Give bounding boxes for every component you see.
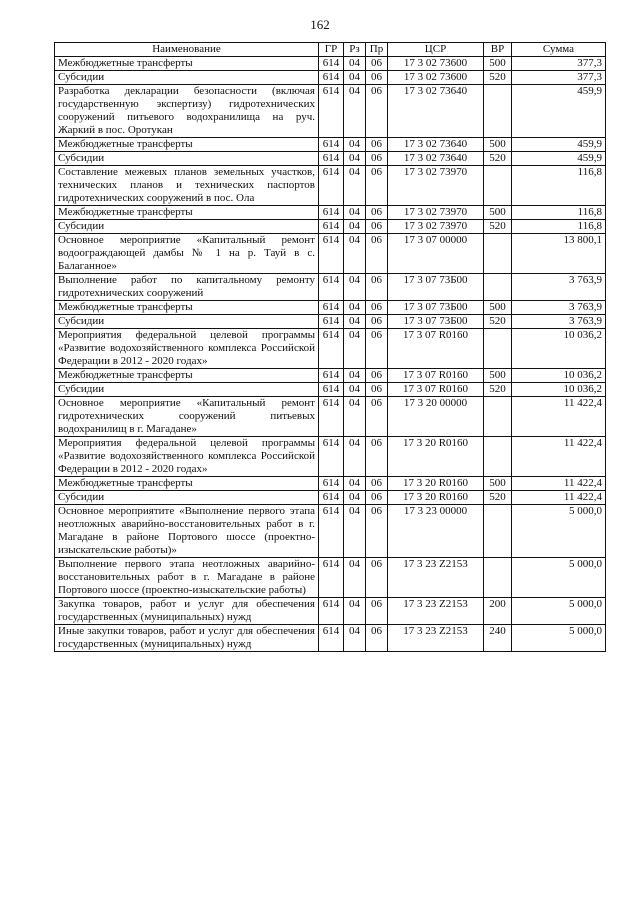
cell-vr (484, 329, 512, 369)
cell-name: Субсидии (55, 315, 319, 329)
cell-gr: 614 (319, 477, 344, 491)
cell-rz: 04 (344, 220, 366, 234)
table-row (55, 505, 606, 558)
cell-name: Межбюджетные трансферты (55, 477, 319, 491)
cell-csr: 17 3 20 R0160 (388, 437, 484, 477)
cell-csr: 17 3 02 73640 (388, 138, 484, 152)
cell-pr: 06 (366, 598, 388, 625)
header-gr: ГР (319, 43, 344, 57)
cell-vr: 500 (484, 206, 512, 220)
cell-vr: 520 (484, 315, 512, 329)
cell-sum: 11 422,4 (512, 491, 606, 505)
table-row (55, 329, 606, 369)
cell-vr: 200 (484, 598, 512, 625)
cell-name: Мероприятия федеральной целевой программы «Развитие водохозяйственного комплекса Российской Федерации в 2012 - 2020 годах» (55, 437, 319, 477)
cell-sum: 11 422,4 (512, 477, 606, 491)
cell-rz: 04 (344, 598, 366, 625)
cell-pr: 06 (366, 234, 388, 274)
cell-name: Выполнение первого этапа неотложных аварийно-восстановительных работ в г. Магадане в районе Портового шоссе (проектно-изыскательские работы) (55, 558, 319, 598)
cell-gr: 614 (319, 166, 344, 206)
cell-sum: 5 000,0 (512, 598, 606, 625)
cell-vr (484, 397, 512, 437)
cell-vr (484, 234, 512, 274)
cell-gr: 614 (319, 274, 344, 301)
cell-sum: 3 763,9 (512, 274, 606, 301)
cell-gr: 614 (319, 301, 344, 315)
cell-name: Основное мероприятие «Капитальный ремонт водоограждающей дамбы № 1 на р. Тауй в с. Балаганное» (55, 234, 319, 274)
header-name: Наименование (55, 43, 319, 57)
cell-sum: 116,8 (512, 206, 606, 220)
table-row (55, 166, 606, 206)
cell-name: Субсидии (55, 383, 319, 397)
cell-name: Субсидии (55, 491, 319, 505)
cell-name: Межбюджетные трансферты (55, 206, 319, 220)
cell-rz: 04 (344, 85, 366, 138)
cell-sum: 459,9 (512, 138, 606, 152)
cell-pr: 06 (366, 152, 388, 166)
table-header-row (55, 43, 606, 57)
table-row (55, 138, 606, 152)
cell-name: Межбюджетные трансферты (55, 301, 319, 315)
cell-rz: 04 (344, 152, 366, 166)
cell-rz: 04 (344, 491, 366, 505)
cell-rz: 04 (344, 558, 366, 598)
table-row (55, 383, 606, 397)
cell-name: Закупка товаров, работ и услуг для обеспечения государственных (муниципальных) нужд (55, 598, 319, 625)
cell-gr: 614 (319, 152, 344, 166)
cell-gr: 614 (319, 329, 344, 369)
cell-rz: 04 (344, 625, 366, 652)
cell-rz: 04 (344, 234, 366, 274)
table-row (55, 71, 606, 85)
cell-pr: 06 (366, 166, 388, 206)
cell-pr: 06 (366, 57, 388, 71)
cell-sum: 10 036,2 (512, 369, 606, 383)
table-row (55, 57, 606, 71)
cell-pr: 06 (366, 558, 388, 598)
cell-sum: 5 000,0 (512, 558, 606, 598)
cell-gr: 614 (319, 57, 344, 71)
cell-vr (484, 85, 512, 138)
cell-vr: 500 (484, 138, 512, 152)
header-sum: Сумма (512, 43, 606, 57)
cell-vr: 500 (484, 477, 512, 491)
cell-gr: 614 (319, 315, 344, 329)
cell-rz: 04 (344, 437, 366, 477)
cell-csr: 17 3 02 73600 (388, 71, 484, 85)
table-row (55, 477, 606, 491)
table-row (55, 152, 606, 166)
table-row (55, 220, 606, 234)
cell-gr: 614 (319, 369, 344, 383)
cell-name: Разработка декларации безопасности (включая государственную экспертизу) гидротехнических сооружений питьевого водохранилища на руч. Жаркий в пос. Оротукан (55, 85, 319, 138)
table-row (55, 234, 606, 274)
cell-sum: 459,9 (512, 85, 606, 138)
cell-sum: 10 036,2 (512, 383, 606, 397)
cell-vr: 240 (484, 625, 512, 652)
cell-pr: 06 (366, 437, 388, 477)
cell-gr: 614 (319, 598, 344, 625)
table-row (55, 85, 606, 138)
cell-csr: 17 3 07 R0160 (388, 369, 484, 383)
cell-name: Межбюджетные трансферты (55, 138, 319, 152)
cell-csr: 17 3 20 R0160 (388, 477, 484, 491)
cell-rz: 04 (344, 477, 366, 491)
cell-pr: 06 (366, 369, 388, 383)
cell-vr: 520 (484, 220, 512, 234)
cell-pr: 06 (366, 383, 388, 397)
cell-rz: 04 (344, 71, 366, 85)
cell-name: Основное мероприятите «Выполнение первого этапа неотложных аварийно-восстановительных работ в г. Магадане в районе Портового шоссе (проектно-изыскательские работы)» (55, 505, 319, 558)
cell-csr: 17 3 23 Z2153 (388, 598, 484, 625)
cell-pr: 06 (366, 274, 388, 301)
table-row (55, 301, 606, 315)
cell-sum: 11 422,4 (512, 397, 606, 437)
cell-name: Основное мероприятие «Капитальный ремонт гидротехнических сооружений питьевых водохранилищ в г. Магадане» (55, 397, 319, 437)
cell-name: Межбюджетные трансферты (55, 369, 319, 383)
table-row (55, 369, 606, 383)
cell-pr: 06 (366, 138, 388, 152)
cell-csr: 17 3 07 00000 (388, 234, 484, 274)
cell-pr: 06 (366, 505, 388, 558)
cell-csr: 17 3 02 73970 (388, 206, 484, 220)
cell-gr: 614 (319, 85, 344, 138)
cell-name: Субсидии (55, 71, 319, 85)
cell-name: Субсидии (55, 220, 319, 234)
table-row (55, 558, 606, 598)
cell-sum: 10 036,2 (512, 329, 606, 369)
cell-name: Выполнение работ по капитальному ремонту гидротехнических сооружений (55, 274, 319, 301)
cell-csr: 17 3 07 73Б00 (388, 274, 484, 301)
cell-pr: 06 (366, 315, 388, 329)
table-row (55, 274, 606, 301)
cell-sum: 116,8 (512, 220, 606, 234)
cell-csr: 17 3 07 73Б00 (388, 301, 484, 315)
cell-vr: 520 (484, 491, 512, 505)
table-row (55, 491, 606, 505)
cell-vr: 500 (484, 57, 512, 71)
cell-sum: 116,8 (512, 166, 606, 206)
cell-rz: 04 (344, 57, 366, 71)
cell-sum: 5 000,0 (512, 505, 606, 558)
cell-gr: 614 (319, 558, 344, 598)
cell-gr: 614 (319, 234, 344, 274)
cell-vr (484, 505, 512, 558)
cell-csr: 17 3 20 00000 (388, 397, 484, 437)
cell-csr: 17 3 07 R0160 (388, 383, 484, 397)
cell-vr: 520 (484, 383, 512, 397)
cell-sum: 459,9 (512, 152, 606, 166)
cell-rz: 04 (344, 369, 366, 383)
cell-csr: 17 3 02 73970 (388, 220, 484, 234)
cell-rz: 04 (344, 301, 366, 315)
table-row (55, 625, 606, 652)
cell-gr: 614 (319, 206, 344, 220)
cell-csr: 17 3 02 73640 (388, 85, 484, 138)
cell-gr: 614 (319, 383, 344, 397)
cell-csr: 17 3 02 73970 (388, 166, 484, 206)
cell-sum: 11 422,4 (512, 437, 606, 477)
cell-name: Мероприятия федеральной целевой программы «Развитие водохозяйственного комплекса Российской Федерации в 2012 - 2020 годах» (55, 329, 319, 369)
cell-sum: 377,3 (512, 71, 606, 85)
cell-rz: 04 (344, 166, 366, 206)
cell-vr: 500 (484, 369, 512, 383)
cell-gr: 614 (319, 505, 344, 558)
table-row (55, 437, 606, 477)
cell-pr: 06 (366, 220, 388, 234)
header-vr: ВР (484, 43, 512, 57)
cell-gr: 614 (319, 71, 344, 85)
header-pr: Пр (366, 43, 388, 57)
cell-rz: 04 (344, 206, 366, 220)
cell-gr: 614 (319, 437, 344, 477)
cell-sum: 3 763,9 (512, 315, 606, 329)
table-row (55, 598, 606, 625)
cell-vr: 520 (484, 152, 512, 166)
cell-name: Иные закупки товаров, работ и услуг для обеспечения государственных (муниципальных) нужд (55, 625, 319, 652)
cell-csr: 17 3 23 00000 (388, 505, 484, 558)
cell-pr: 06 (366, 397, 388, 437)
table-row (55, 315, 606, 329)
cell-vr (484, 558, 512, 598)
cell-csr: 17 3 07 73Б00 (388, 315, 484, 329)
cell-gr: 614 (319, 397, 344, 437)
cell-pr: 06 (366, 71, 388, 85)
cell-sum: 5 000,0 (512, 625, 606, 652)
cell-vr: 520 (484, 71, 512, 85)
cell-rz: 04 (344, 138, 366, 152)
cell-sum: 13 800,1 (512, 234, 606, 274)
cell-pr: 06 (366, 206, 388, 220)
cell-pr: 06 (366, 301, 388, 315)
cell-name: Субсидии (55, 152, 319, 166)
cell-rz: 04 (344, 329, 366, 369)
cell-name: Межбюджетные трансферты (55, 57, 319, 71)
cell-csr: 17 3 02 73640 (388, 152, 484, 166)
cell-pr: 06 (366, 625, 388, 652)
cell-pr: 06 (366, 477, 388, 491)
page-number: 162 (310, 17, 330, 32)
cell-pr: 06 (366, 329, 388, 369)
cell-csr: 17 3 23 Z2153 (388, 558, 484, 598)
budget-table (54, 42, 606, 652)
cell-name: Составление межевых планов земельных участков, технических планов и технических паспортов гидротехнических сооружений в пос. Ола (55, 166, 319, 206)
cell-rz: 04 (344, 505, 366, 558)
header-csr: ЦСР (388, 43, 484, 57)
cell-rz: 04 (344, 397, 366, 437)
header-rz: Рз (344, 43, 366, 57)
cell-vr: 500 (484, 301, 512, 315)
cell-sum: 3 763,9 (512, 301, 606, 315)
cell-pr: 06 (366, 85, 388, 138)
cell-pr: 06 (366, 491, 388, 505)
cell-gr: 614 (319, 625, 344, 652)
cell-gr: 614 (319, 138, 344, 152)
cell-csr: 17 3 20 R0160 (388, 491, 484, 505)
table-row (55, 206, 606, 220)
cell-rz: 04 (344, 383, 366, 397)
cell-vr (484, 166, 512, 206)
cell-csr: 17 3 02 73600 (388, 57, 484, 71)
cell-vr (484, 274, 512, 301)
cell-csr: 17 3 23 Z2153 (388, 625, 484, 652)
cell-rz: 04 (344, 274, 366, 301)
table-row (55, 397, 606, 437)
cell-rz: 04 (344, 315, 366, 329)
cell-sum: 377,3 (512, 57, 606, 71)
cell-gr: 614 (319, 220, 344, 234)
cell-csr: 17 3 07 R0160 (388, 329, 484, 369)
cell-gr: 614 (319, 491, 344, 505)
cell-vr (484, 437, 512, 477)
